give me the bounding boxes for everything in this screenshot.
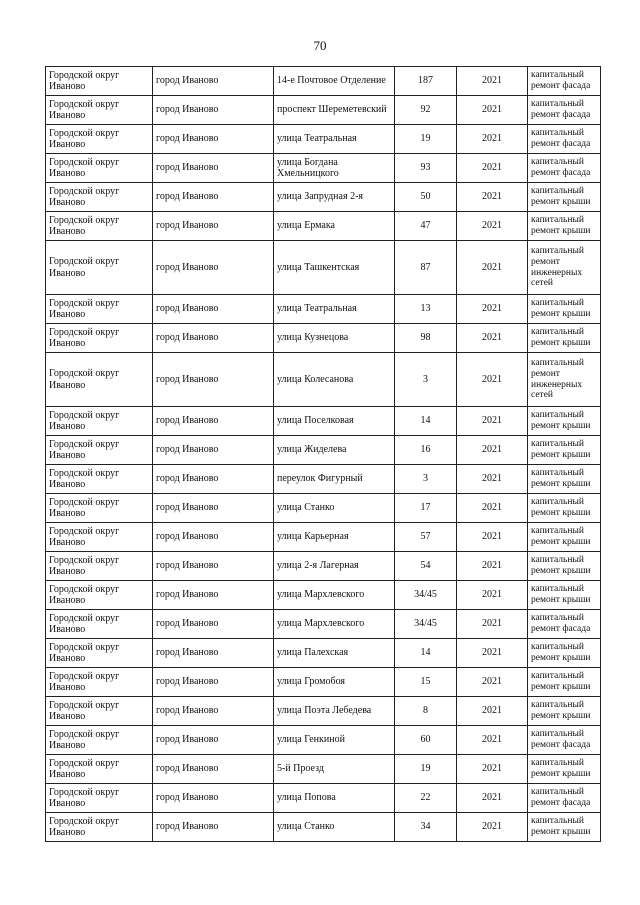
cell-work-type: капитальный ремонт крыши (528, 436, 601, 465)
cell-street: улица Палехская (274, 639, 395, 668)
cell-work-type: капитальный ремонт крыши (528, 212, 601, 241)
cell-year: 2021 (457, 407, 528, 436)
cell-okrug: Городской округ Иваново (46, 465, 153, 494)
cell-year: 2021 (457, 465, 528, 494)
cell-okrug: Городской округ Иваново (46, 581, 153, 610)
cell-year: 2021 (457, 241, 528, 295)
cell-year: 2021 (457, 324, 528, 353)
cell-year: 2021 (457, 436, 528, 465)
cell-work-type: капитальный ремонт фасада (528, 154, 601, 183)
table-row (46, 154, 601, 183)
cell-okrug: Городской округ Иваново (46, 523, 153, 552)
cell-city: город Иваново (153, 125, 274, 154)
cell-house-number: 87 (395, 241, 457, 295)
cell-okrug: Городской округ Иваново (46, 755, 153, 784)
cell-city: город Иваново (153, 523, 274, 552)
cell-street: 14-е Почтовое Отделение (274, 67, 395, 96)
cell-year: 2021 (457, 552, 528, 581)
cell-okrug: Городской округ Иваново (46, 697, 153, 726)
cell-house-number: 8 (395, 697, 457, 726)
cell-okrug: Городской округ Иваново (46, 784, 153, 813)
cell-house-number: 54 (395, 552, 457, 581)
table-row (46, 668, 601, 697)
cell-street: улица Колесанова (274, 353, 395, 407)
cell-work-type: капитальный ремонт инженерных сетей (528, 241, 601, 295)
cell-work-type: капитальный ремонт фасада (528, 610, 601, 639)
cell-year: 2021 (457, 154, 528, 183)
page-number: 70 (313, 38, 327, 53)
cell-okrug: Городской округ Иваново (46, 353, 153, 407)
cell-okrug: Городской округ Иваново (46, 67, 153, 96)
cell-street: улица Мархлевского (274, 610, 395, 639)
cell-work-type: капитальный ремонт фасада (528, 125, 601, 154)
cell-house-number: 34 (395, 813, 457, 842)
table-row (46, 183, 601, 212)
cell-city: город Иваново (153, 295, 274, 324)
cell-year: 2021 (457, 67, 528, 96)
cell-city: город Иваново (153, 241, 274, 295)
cell-year: 2021 (457, 581, 528, 610)
cell-street: улица Жиделева (274, 436, 395, 465)
table-row (46, 353, 601, 407)
table-row (46, 436, 601, 465)
cell-house-number: 22 (395, 784, 457, 813)
table-row (46, 610, 601, 639)
cell-street: улица Театральная (274, 295, 395, 324)
cell-work-type: капитальный ремонт крыши (528, 552, 601, 581)
cell-street: улица Богдана Хмельницкого (274, 154, 395, 183)
table-row (46, 552, 601, 581)
table-row (46, 784, 601, 813)
cell-street: улица Генкиной (274, 726, 395, 755)
cell-work-type: капитальный ремонт фасада (528, 784, 601, 813)
cell-street: улица Станко (274, 494, 395, 523)
cell-house-number: 34/45 (395, 581, 457, 610)
cell-work-type: капитальный ремонт крыши (528, 295, 601, 324)
cell-okrug: Городской округ Иваново (46, 813, 153, 842)
cell-house-number: 34/45 (395, 610, 457, 639)
table-row (46, 295, 601, 324)
cell-street: улица Попова (274, 784, 395, 813)
cell-city: город Иваново (153, 96, 274, 125)
cell-okrug: Городской округ Иваново (46, 668, 153, 697)
cell-year: 2021 (457, 353, 528, 407)
cell-city: город Иваново (153, 755, 274, 784)
table-row (46, 125, 601, 154)
cell-work-type: капитальный ремонт крыши (528, 407, 601, 436)
cell-street: улица Карьерная (274, 523, 395, 552)
cell-house-number: 16 (395, 436, 457, 465)
cell-house-number: 3 (395, 353, 457, 407)
cell-house-number: 19 (395, 755, 457, 784)
cell-year: 2021 (457, 639, 528, 668)
cell-street: переулок Фигурный (274, 465, 395, 494)
table-row (46, 639, 601, 668)
table-row (46, 494, 601, 523)
cell-okrug: Городской округ Иваново (46, 212, 153, 241)
cell-work-type: капитальный ремонт крыши (528, 523, 601, 552)
cell-city: город Иваново (153, 697, 274, 726)
cell-year: 2021 (457, 813, 528, 842)
cell-city: город Иваново (153, 552, 274, 581)
table-row (46, 407, 601, 436)
cell-city: город Иваново (153, 610, 274, 639)
cell-year: 2021 (457, 784, 528, 813)
cell-year: 2021 (457, 697, 528, 726)
cell-okrug: Городской округ Иваново (46, 639, 153, 668)
table-row (46, 581, 601, 610)
cell-street: улица Запрудная 2-я (274, 183, 395, 212)
cell-street: улица Ташкентская (274, 241, 395, 295)
cell-house-number: 3 (395, 465, 457, 494)
cell-house-number: 60 (395, 726, 457, 755)
cell-okrug: Городской округ Иваново (46, 494, 153, 523)
cell-street: улица Кузнецова (274, 324, 395, 353)
cell-okrug: Городской округ Иваново (46, 295, 153, 324)
cell-year: 2021 (457, 295, 528, 324)
cell-street: улица Ермака (274, 212, 395, 241)
table-row (46, 212, 601, 241)
cell-okrug: Городской округ Иваново (46, 96, 153, 125)
cell-city: город Иваново (153, 353, 274, 407)
cell-city: город Иваново (153, 183, 274, 212)
cell-okrug: Городской округ Иваново (46, 183, 153, 212)
cell-street: улица 2-я Лагерная (274, 552, 395, 581)
cell-house-number: 14 (395, 407, 457, 436)
cell-city: город Иваново (153, 784, 274, 813)
cell-street: 5-й Проезд (274, 755, 395, 784)
cell-work-type: капитальный ремонт крыши (528, 183, 601, 212)
cell-year: 2021 (457, 494, 528, 523)
cell-city: город Иваново (153, 465, 274, 494)
cell-street: улица Театральная (274, 125, 395, 154)
cell-work-type: капитальный ремонт фасада (528, 726, 601, 755)
cell-work-type: капитальный ремонт крыши (528, 581, 601, 610)
cell-house-number: 187 (395, 67, 457, 96)
cell-work-type: капитальный ремонт фасада (528, 67, 601, 96)
table-row (46, 755, 601, 784)
cell-city: город Иваново (153, 668, 274, 697)
table-row (46, 523, 601, 552)
cell-year: 2021 (457, 96, 528, 125)
cell-work-type: капитальный ремонт крыши (528, 324, 601, 353)
cell-year: 2021 (457, 523, 528, 552)
cell-house-number: 19 (395, 125, 457, 154)
cell-year: 2021 (457, 755, 528, 784)
cell-city: город Иваново (153, 581, 274, 610)
cell-work-type: капитальный ремонт крыши (528, 465, 601, 494)
cell-house-number: 17 (395, 494, 457, 523)
cell-work-type: капитальный ремонт крыши (528, 668, 601, 697)
cell-city: город Иваново (153, 436, 274, 465)
cell-work-type: капитальный ремонт крыши (528, 494, 601, 523)
registry-table-body (46, 67, 601, 842)
cell-work-type: капитальный ремонт крыши (528, 813, 601, 842)
cell-city: город Иваново (153, 154, 274, 183)
cell-work-type: капитальный ремонт крыши (528, 697, 601, 726)
cell-year: 2021 (457, 726, 528, 755)
table-row (46, 813, 601, 842)
cell-city: город Иваново (153, 813, 274, 842)
cell-work-type: капитальный ремонт крыши (528, 755, 601, 784)
cell-work-type: капитальный ремонт фасада (528, 96, 601, 125)
cell-house-number: 13 (395, 295, 457, 324)
cell-year: 2021 (457, 610, 528, 639)
table-row (46, 697, 601, 726)
cell-okrug: Городской округ Иваново (46, 436, 153, 465)
cell-okrug: Городской округ Иваново (46, 610, 153, 639)
cell-city: город Иваново (153, 726, 274, 755)
cell-okrug: Городской округ Иваново (46, 726, 153, 755)
cell-house-number: 50 (395, 183, 457, 212)
cell-okrug: Городской округ Иваново (46, 407, 153, 436)
cell-house-number: 92 (395, 96, 457, 125)
cell-street: улица Поэта Лебедева (274, 697, 395, 726)
cell-house-number: 47 (395, 212, 457, 241)
cell-year: 2021 (457, 668, 528, 697)
cell-street: улица Громобоя (274, 668, 395, 697)
cell-okrug: Городской округ Иваново (46, 552, 153, 581)
table-row (46, 96, 601, 125)
cell-okrug: Городской округ Иваново (46, 125, 153, 154)
cell-year: 2021 (457, 212, 528, 241)
cell-city: город Иваново (153, 407, 274, 436)
registry-table (45, 66, 601, 842)
cell-work-type: капитальный ремонт крыши (528, 639, 601, 668)
cell-city: город Иваново (153, 324, 274, 353)
cell-city: город Иваново (153, 494, 274, 523)
cell-house-number: 98 (395, 324, 457, 353)
cell-year: 2021 (457, 125, 528, 154)
cell-city: город Иваново (153, 212, 274, 241)
cell-okrug: Городской округ Иваново (46, 241, 153, 295)
cell-house-number: 14 (395, 639, 457, 668)
table-row (46, 465, 601, 494)
cell-street: улица Станко (274, 813, 395, 842)
cell-okrug: Городской округ Иваново (46, 324, 153, 353)
table-row (46, 241, 601, 295)
cell-okrug: Городской округ Иваново (46, 154, 153, 183)
cell-city: город Иваново (153, 67, 274, 96)
table-row (46, 67, 601, 96)
cell-house-number: 15 (395, 668, 457, 697)
cell-street: проспект Шереметевский (274, 96, 395, 125)
table-row (46, 726, 601, 755)
cell-house-number: 57 (395, 523, 457, 552)
table-row (46, 324, 601, 353)
cell-street: улица Мархлевского (274, 581, 395, 610)
cell-work-type: капитальный ремонт инженерных сетей (528, 353, 601, 407)
cell-street: улица Поселковая (274, 407, 395, 436)
cell-year: 2021 (457, 183, 528, 212)
cell-city: город Иваново (153, 639, 274, 668)
cell-house-number: 93 (395, 154, 457, 183)
